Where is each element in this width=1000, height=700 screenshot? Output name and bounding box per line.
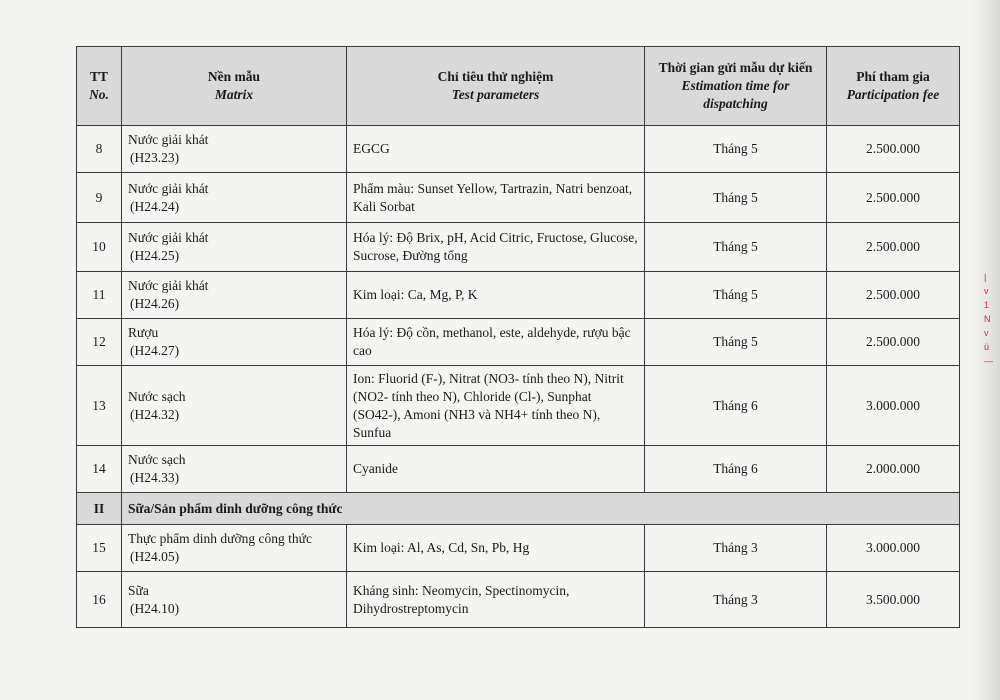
table-row bbox=[77, 173, 960, 223]
matrix-name: Nước giải khát bbox=[128, 230, 209, 245]
section-number: II bbox=[77, 493, 122, 525]
table-row bbox=[77, 126, 960, 173]
header-fee-en: Participation fee bbox=[846, 87, 940, 102]
row-number: 16 bbox=[77, 572, 122, 628]
matrix-code: (H24.26) bbox=[130, 296, 180, 311]
matrix-cell bbox=[122, 319, 347, 366]
header-fee-vi: Phí tham gia bbox=[856, 69, 930, 84]
time-cell: Tháng 3 bbox=[645, 525, 827, 572]
header-matrix-vi: Nền mẫu bbox=[207, 69, 261, 84]
table-row bbox=[77, 223, 960, 272]
header-time-vi: Thời gian gửi mẫu dự kiến bbox=[658, 60, 813, 75]
matrix-code: (H24.24) bbox=[130, 198, 180, 214]
section-label: Sữa/Sản phẩm dinh dưỡng công thức bbox=[122, 493, 960, 525]
header-params-vi: Chỉ tiêu thử nghiệm bbox=[437, 69, 554, 84]
params-cell: Hóa lý: Độ Brix, pH, Acid Citric, Fructose, Glucose, Sucrose, Đường tổng bbox=[347, 223, 645, 272]
fee-table bbox=[76, 46, 960, 628]
matrix-name: Rượu bbox=[128, 325, 159, 340]
fee-cell: 2.500.000 bbox=[827, 173, 960, 223]
matrix-name: Nước giải khát bbox=[128, 278, 209, 293]
fee-cell: 2.000.000 bbox=[827, 446, 960, 493]
header-params bbox=[347, 47, 645, 126]
time-cell: Tháng 5 bbox=[645, 223, 827, 272]
matrix-cell bbox=[122, 525, 347, 572]
fee-cell: 2.500.000 bbox=[827, 272, 960, 319]
matrix-name: Sữa bbox=[128, 582, 149, 598]
header-tt bbox=[77, 47, 122, 126]
matrix-name: Nước sạch bbox=[128, 388, 186, 404]
header-tt-vi: TT bbox=[89, 69, 108, 84]
matrix-code: (H24.05) bbox=[130, 549, 180, 564]
params-cell: Phẩm màu: Sunset Yellow, Tartrazin, Natri benzoat, Kali Sorbat bbox=[347, 173, 645, 223]
matrix-code: (H23.23) bbox=[130, 150, 180, 165]
params-cell: Kháng sinh: Neomycin, Spectinomycin, Dihydrostreptomycin bbox=[347, 572, 645, 628]
time-cell: Tháng 3 bbox=[645, 572, 827, 628]
time-cell: Tháng 5 bbox=[645, 126, 827, 173]
table-row bbox=[77, 446, 960, 493]
time-cell: Tháng 5 bbox=[645, 272, 827, 319]
params-cell: Cyanide bbox=[347, 446, 645, 493]
matrix-name: Nước sạch bbox=[128, 452, 186, 467]
params-cell: Hóa lý: Độ cồn, methanol, este, aldehyde, rượu bậc cao bbox=[347, 319, 645, 366]
matrix-code: (H24.25) bbox=[130, 248, 180, 263]
fee-cell: 3.000.000 bbox=[827, 366, 960, 446]
matrix-code: (H24.32) bbox=[130, 406, 180, 422]
table-row bbox=[77, 366, 960, 446]
matrix-code: (H24.33) bbox=[130, 470, 180, 485]
header-matrix bbox=[122, 47, 347, 126]
header-time-en: Estimation time for dispatching bbox=[681, 78, 790, 111]
row-number: 15 bbox=[77, 525, 122, 572]
matrix-cell bbox=[122, 223, 347, 272]
table-row bbox=[77, 525, 960, 572]
table-row bbox=[77, 319, 960, 366]
fee-cell: 3.500.000 bbox=[827, 572, 960, 628]
matrix-cell bbox=[122, 126, 347, 173]
params-cell: Kim loại: Al, As, Cd, Sn, Pb, Hg bbox=[347, 525, 645, 572]
time-cell: Tháng 6 bbox=[645, 366, 827, 446]
header-params-en: Test parameters bbox=[451, 87, 540, 102]
time-cell: Tháng 5 bbox=[645, 173, 827, 223]
fee-cell: 2.500.000 bbox=[827, 319, 960, 366]
table-row bbox=[77, 272, 960, 319]
table-row bbox=[77, 572, 960, 628]
fee-cell: 3.000.000 bbox=[827, 525, 960, 572]
matrix-name: Nước giải khát bbox=[128, 180, 209, 196]
matrix-name: Nước giải khát bbox=[128, 132, 209, 147]
section-row bbox=[77, 493, 960, 525]
header-fee bbox=[827, 47, 960, 126]
params-cell: Ion: Fluorid (F-), Nitrat (NO3- tính theo N), Nitrit (NO2- tính theo N), Chloride (Cl-), Sunphat (SO42-), Amoni (NH3 và NH4+ tính theo N), Sunfua bbox=[347, 366, 645, 446]
row-number: 10 bbox=[77, 223, 122, 272]
fee-cell: 2.500.000 bbox=[827, 126, 960, 173]
matrix-code: (H24.10) bbox=[130, 600, 180, 616]
header-matrix-en: Matrix bbox=[214, 87, 254, 102]
matrix-code: (H24.27) bbox=[130, 343, 180, 358]
time-cell: Tháng 5 bbox=[645, 319, 827, 366]
matrix-name: Thực phẩm dinh dưỡng công thức bbox=[128, 531, 312, 546]
matrix-cell bbox=[122, 173, 347, 223]
row-number: 13 bbox=[77, 366, 122, 446]
header-time bbox=[645, 47, 827, 126]
matrix-cell bbox=[122, 272, 347, 319]
time-cell: Tháng 6 bbox=[645, 446, 827, 493]
matrix-cell bbox=[122, 446, 347, 493]
header-tt-en: No. bbox=[89, 87, 109, 102]
row-number: 11 bbox=[77, 272, 122, 319]
fee-cell: 2.500.000 bbox=[827, 223, 960, 272]
matrix-cell bbox=[122, 366, 347, 446]
row-number: 14 bbox=[77, 446, 122, 493]
row-number: 8 bbox=[77, 126, 122, 173]
params-cell: EGCG bbox=[347, 126, 645, 173]
row-number: 9 bbox=[77, 173, 122, 223]
row-number: 12 bbox=[77, 319, 122, 366]
matrix-cell bbox=[122, 572, 347, 628]
header-row bbox=[77, 47, 960, 126]
margin-annotation-marks: | v 1 N v ü — bbox=[984, 272, 993, 366]
params-cell: Kim loại: Ca, Mg, P, K bbox=[347, 272, 645, 319]
